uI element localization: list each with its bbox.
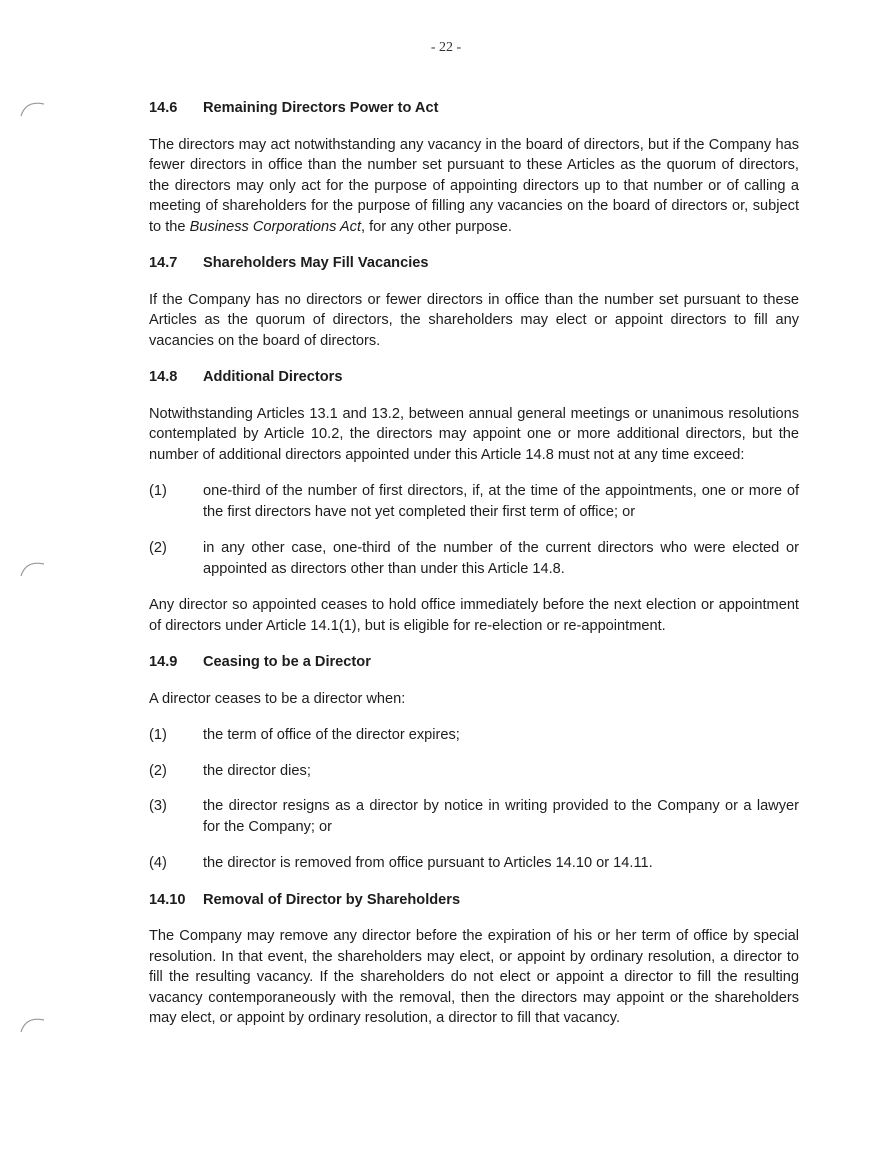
statute-name: Business Corporations Act — [189, 218, 361, 235]
list-item — [149, 538, 799, 579]
binder-hole-mark — [18, 94, 48, 124]
item-number: (1) — [149, 483, 167, 499]
section-title: Ceasing to be a Director — [203, 654, 371, 670]
item-text: the director is removed from office pursuant to Articles 14.10 or 14.11. — [203, 855, 653, 871]
item-number: (2) — [149, 540, 167, 556]
binder-hole-mark — [18, 554, 48, 584]
item-text: the director dies; — [203, 762, 311, 779]
document-body — [149, 98, 799, 1045]
section-paragraph: A director ceases to be a director when: — [149, 690, 406, 707]
paragraph-text: The directors may act notwithstanding any vacancy in the board of directors, but if the Company has fewer directors in office than the number set pursuant to these Articles as the quorum of directors, the directors may only act for the purpose of appointing directors up to that number or of calling a meeting of shareholders for the purpose of filling any vacancies on the board of directors or, subject to the — [149, 136, 799, 235]
section-paragraph: If the Company has no directors or fewer directors in office than the number set pursuant to these Articles as the quorum of directors, the shareholders may elect or appoint directors to fill any vacancies on the board of directors. — [149, 291, 799, 349]
section-number: 14.6 — [149, 100, 178, 116]
section-heading-14-10 — [149, 890, 799, 911]
item-text: the director resigns as a director by notice in writing provided to the Company or a lawyer for the Company; or — [203, 798, 799, 835]
list-item — [149, 481, 799, 522]
section-number: 14.9 — [149, 654, 178, 670]
section-title: Additional Directors — [203, 369, 343, 385]
item-number: (2) — [149, 762, 167, 779]
binder-hole-mark — [18, 1010, 48, 1040]
section-paragraph: Notwithstanding Articles 13.1 and 13.2, between annual general meetings or unanimous resolutions contemplated by Article 10.2, the directors may appoint one or more additional directors, but the number of additional directors appointed under this Article 14.8 must not at any time exceed: — [149, 405, 799, 463]
list-item — [149, 725, 799, 746]
list-item — [149, 761, 799, 782]
paragraph-text: , for any other purpose. — [361, 218, 512, 235]
page-number: - 22 - — [430, 40, 462, 55]
list-item — [149, 853, 799, 874]
section-number: 14.10 — [149, 891, 186, 908]
section-paragraph — [149, 135, 799, 238]
item-number: (1) — [149, 727, 167, 743]
section-heading-14-6 — [149, 98, 799, 119]
item-number: (4) — [149, 855, 167, 871]
section-title: Remaining Directors Power to Act — [203, 100, 439, 116]
section-heading-14-8 — [149, 367, 799, 388]
section-title: Removal of Director by Shareholders — [203, 891, 461, 908]
section-number: 14.7 — [149, 255, 178, 271]
item-text: in any other case, one-third of the number of the current directors who were elected or appointed as directors other than under this Article 14.8. — [203, 540, 799, 577]
item-text: one-third of the number of first directors, if, at the time of the appointments, one or more of the first directors have not yet completed their first term of office; or — [203, 483, 799, 520]
section-title: Shareholders May Fill Vacancies — [203, 255, 429, 271]
item-text: the term of office of the director expires; — [203, 727, 460, 743]
section-paragraph: Any director so appointed ceases to hold office immediately before the next election or appointment of directors under Article 14.1(1), but is eligible for re-election or re-appointment. — [149, 597, 799, 634]
section-heading-14-9 — [149, 652, 799, 673]
section-paragraph: The Company may remove any director before the expiration of his or her term of office by special resolution. In that event, the shareholders may elect, or appoint by ordinary resolution, a director to fill the resulting vacancy. If the shareholders do not elect or appoint a director to fill the resulting vacancy contemporaneously with the removal, then the directors may appoint or the shareholders may elect, or appoint by ordinary resolution, a director to fill that vacancy. — [149, 928, 799, 1026]
item-number: (3) — [149, 798, 167, 814]
section-number: 14.8 — [149, 369, 178, 385]
section-heading-14-7 — [149, 253, 799, 274]
list-item — [149, 796, 799, 837]
